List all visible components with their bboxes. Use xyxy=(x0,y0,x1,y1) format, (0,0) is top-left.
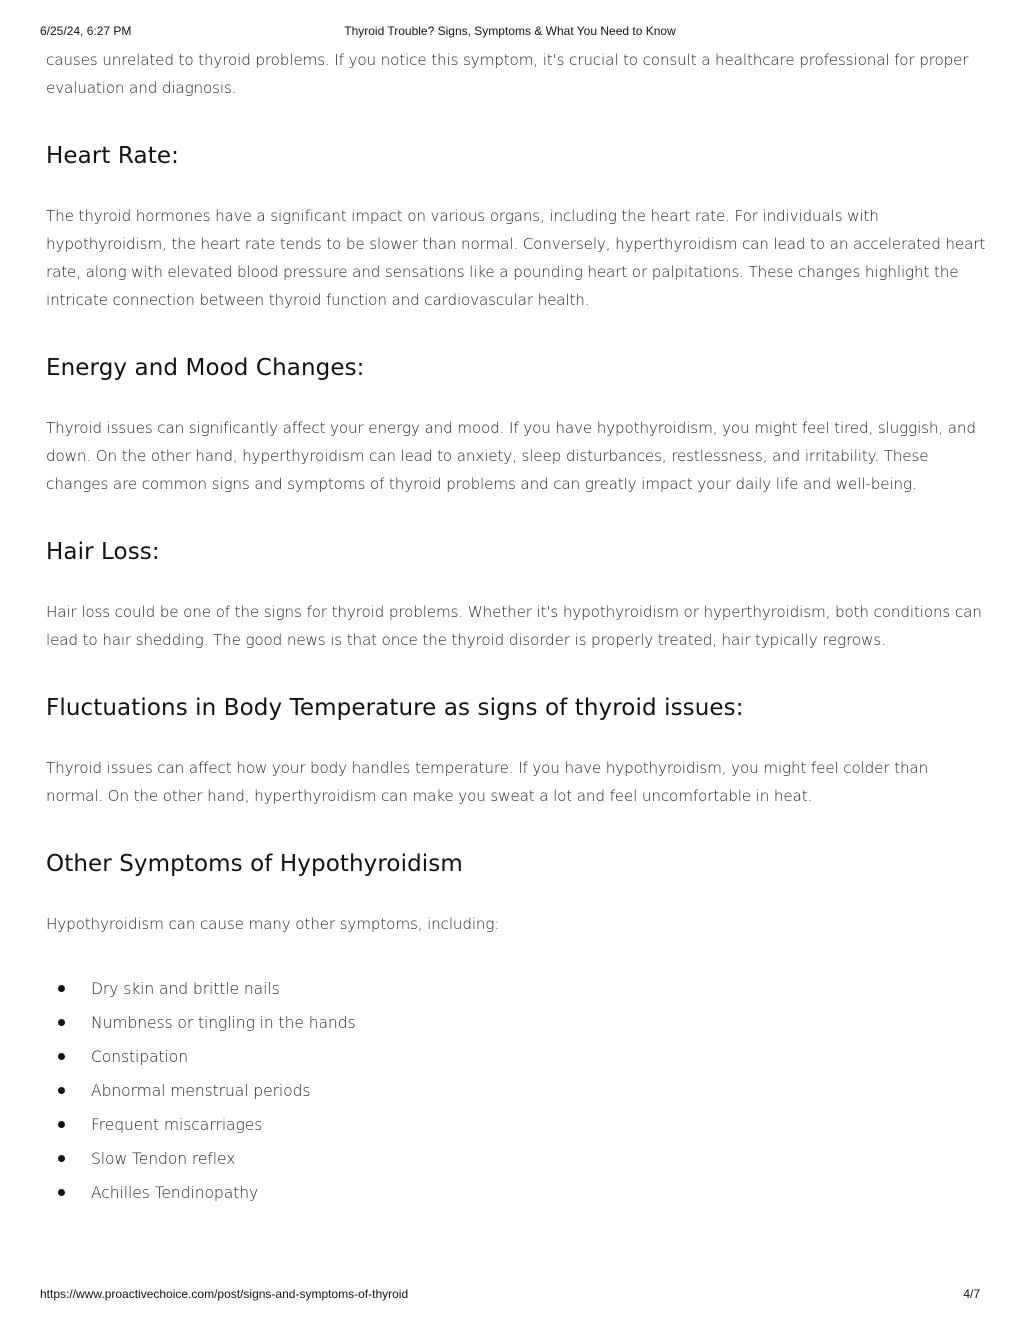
list-item-text: Frequent miscarriages xyxy=(91,1116,263,1134)
section-heading-other-symptoms: Other Symptoms of Hypothyroidism xyxy=(46,851,463,877)
list-item xyxy=(46,1176,986,1210)
print-page-title: Thyroid Trouble? Signs, Symptoms & What You Need to Know xyxy=(344,24,676,38)
section-body-energy-mood: Thyroid issues can significantly affect your energy and mood. If you have hypothyroidism, you might feel tired, sluggish, and down. On the other hand, hyperthyroidism can lead to anxiety, sleep disturbances, restlessness, and irritability. These changes are common signs and symptoms of thyroid problems and can greatly impact your daily life and well-being. xyxy=(46,419,976,493)
article-content xyxy=(46,46,986,1210)
bullet-icon xyxy=(58,1087,65,1094)
section-heading-energy-mood: Energy and Mood Changes: xyxy=(46,355,365,381)
list-item-text: Abnormal menstrual periods xyxy=(91,1082,311,1100)
bullet-icon xyxy=(58,1019,65,1026)
bullet-icon xyxy=(58,1121,65,1128)
list-item-text: Achilles Tendinopathy xyxy=(91,1184,259,1202)
list-item-text: Slow Tendon reflex xyxy=(91,1150,236,1168)
bullet-icon xyxy=(58,985,65,992)
section-body-hair-loss: Hair loss could be one of the signs for thyroid problems. Whether it's hypothyroidism or hyperthyroidism, both conditions can lead to hair shedding. The good news is that once the thyroid disorder is properly treated, hair typically regrows. xyxy=(46,603,982,649)
list-item-text: Numbness or tingling in the hands xyxy=(91,1014,356,1032)
section-heading-hair-loss: Hair Loss: xyxy=(46,539,160,565)
list-item-text: Constipation xyxy=(91,1048,189,1066)
list-item xyxy=(46,1040,986,1074)
bullet-icon xyxy=(58,1189,65,1196)
section-heading-body-temperature: Fluctuations in Body Temperature as signs of thyroid issues: xyxy=(46,695,744,721)
section-body-other-symptoms: Hypothyroidism can cause many other symptoms, including: xyxy=(46,915,500,933)
print-datetime: 6/25/24, 6:27 PM xyxy=(40,24,132,38)
list-item xyxy=(46,1108,986,1142)
section-body-body-temperature: Thyroid issues can affect how your body handles temperature. If you have hypothyroidism, you might feel colder than normal. On the other hand, hyperthyroidism can make you sweat a lot and feel uncomfortable in heat. xyxy=(46,759,929,805)
page-number: 4/7 xyxy=(963,1287,980,1301)
intro-continuation-paragraph: causes unrelated to thyroid problems. If you notice this symptom, it's crucial to consult a healthcare professional for proper evaluation and diagnosis. xyxy=(46,51,969,97)
page-url-link[interactable]: https://www.proactivechoice.com/post/signs-and-symptoms-of-thyroid xyxy=(40,1287,409,1301)
list-item xyxy=(46,1074,986,1108)
bullet-icon xyxy=(58,1155,65,1162)
list-item-text: Dry skin and brittle nails xyxy=(91,980,280,998)
print-footer xyxy=(40,1287,980,1303)
list-item xyxy=(46,972,986,1006)
section-body-heart-rate: The thyroid hormones have a significant impact on various organs, including the heart rate. For individuals with hypothyroidism, the heart rate tends to be slower than normal. Conversely, hyperthyroidism can lead to an accelerated heart rate, along with elevated blood pressure and sensations like a pounding heart or palpitations. These changes highlight the intricate connection between thyroid function and cardiovascular health. xyxy=(46,207,986,309)
print-header xyxy=(40,24,980,40)
symptom-list xyxy=(46,972,986,1210)
section-heading-heart-rate: Heart Rate: xyxy=(46,143,179,169)
list-item xyxy=(46,1142,986,1176)
list-item xyxy=(46,1006,986,1040)
bullet-icon xyxy=(58,1053,65,1060)
